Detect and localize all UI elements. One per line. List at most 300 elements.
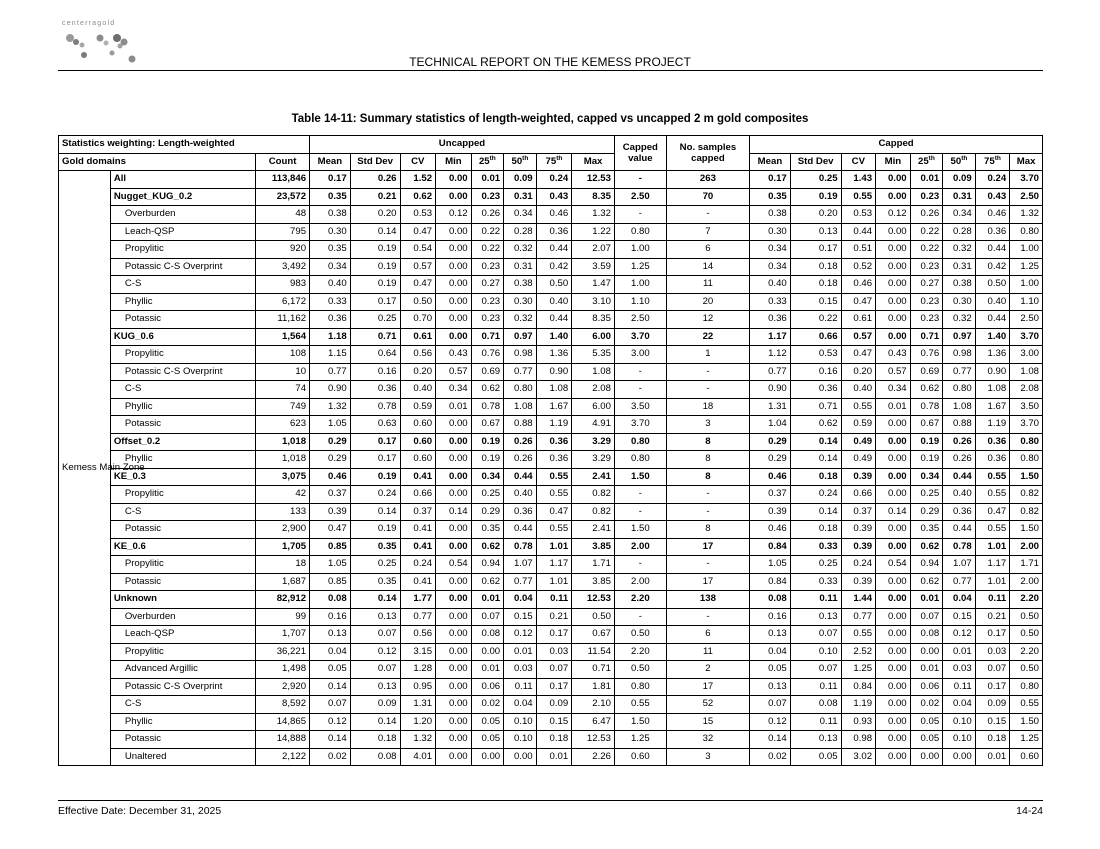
capped-stat-cell: 1.50 bbox=[1010, 713, 1043, 731]
uncapped-value-cell: 0.07 bbox=[350, 626, 400, 644]
capped-stat-cell: 0.33 bbox=[790, 538, 841, 556]
capped-stat-cell: 1.19 bbox=[975, 416, 1010, 434]
capped-value-cell: 1.00 bbox=[614, 276, 666, 294]
capped-stat-cell: 0.61 bbox=[841, 311, 876, 329]
uncapped-value-cell: 3.29 bbox=[572, 433, 615, 451]
capped-stat-cell: 0.01 bbox=[910, 591, 943, 609]
uncapped-value-cell: 0.35 bbox=[310, 188, 351, 206]
table-row bbox=[59, 311, 1043, 329]
footer-divider bbox=[58, 800, 1043, 801]
uncapped-value-cell: 2.10 bbox=[572, 696, 615, 714]
capped-stat-cell: 0.25 bbox=[910, 486, 943, 504]
no-samples-capped-header: No. samples capped bbox=[666, 136, 749, 171]
capped-stat-cell: 0.44 bbox=[943, 521, 976, 539]
uncapped-value-cell: 0.26 bbox=[471, 206, 504, 224]
uncapped-value-cell: 1.67 bbox=[536, 398, 572, 416]
capped-stat-cell: 1.19 bbox=[841, 696, 876, 714]
uncapped-value-cell: 0.39 bbox=[310, 503, 351, 521]
capped-value-header: Capped value bbox=[614, 136, 666, 171]
capped-stat-cell: 1.40 bbox=[975, 328, 1010, 346]
capped-stat-cell: 0.46 bbox=[750, 468, 791, 486]
uncapped-value-cell: 1.28 bbox=[400, 661, 436, 679]
domain-name: Propylitic bbox=[110, 241, 255, 259]
capped-stat-cell: 0.57 bbox=[876, 363, 911, 381]
capped-stat-cell: 0.14 bbox=[876, 503, 911, 521]
capped-stat-cell: 0.05 bbox=[750, 661, 791, 679]
domain-name: Phyllic bbox=[110, 293, 255, 311]
uncapped-value-cell: 4.91 bbox=[572, 416, 615, 434]
capped-stat-cell: 0.40 bbox=[943, 486, 976, 504]
capped-stat-cell: 0.71 bbox=[790, 398, 841, 416]
capped-stat-cell: 0.55 bbox=[1010, 696, 1043, 714]
capped-stat-cell: 0.00 bbox=[876, 416, 911, 434]
table-row bbox=[59, 398, 1043, 416]
uncapped-value-cell: 5.35 bbox=[572, 346, 615, 364]
capped-stat-cell: 1.12 bbox=[750, 346, 791, 364]
capped-stat-cell: 0.36 bbox=[975, 451, 1010, 469]
capped-stat-cell: 0.07 bbox=[750, 696, 791, 714]
uncapped-value-cell: 0.00 bbox=[436, 258, 472, 276]
capped-stat-cell: 0.33 bbox=[790, 573, 841, 591]
uncapped-value-cell: 0.00 bbox=[436, 468, 472, 486]
uncapped-value-cell: 1.77 bbox=[400, 591, 436, 609]
uncapped-value-cell: 0.16 bbox=[310, 608, 351, 626]
uncapped-value-cell: 0.15 bbox=[536, 713, 572, 731]
uncapped-value-cell: 0.67 bbox=[572, 626, 615, 644]
capped-stat-cell: 2.50 bbox=[1010, 188, 1043, 206]
domain-name: KE_0.6 bbox=[110, 538, 255, 556]
uncapped-value-cell: 1.22 bbox=[572, 223, 615, 241]
uncapped-25-col-header bbox=[471, 153, 504, 171]
capped-stat-cell: 0.39 bbox=[841, 521, 876, 539]
capped-stat-cell: 1.00 bbox=[1010, 241, 1043, 259]
uncapped-value-cell: 0.22 bbox=[471, 223, 504, 241]
uncapped-value-cell: 0.01 bbox=[436, 398, 472, 416]
domain-name: Potassic bbox=[110, 731, 255, 749]
uncapped-value-cell: 0.85 bbox=[310, 573, 351, 591]
samples-capped-cell: 70 bbox=[666, 188, 749, 206]
capped-stat-cell: 0.24 bbox=[841, 556, 876, 574]
capped-stat-cell: 0.54 bbox=[876, 556, 911, 574]
table-row bbox=[59, 346, 1043, 364]
uncapped-value-cell: 0.34 bbox=[471, 468, 504, 486]
uncapped-count-col-header bbox=[256, 153, 310, 171]
capped-stat-cell: 0.00 bbox=[876, 538, 911, 556]
capped-stat-cell: 0.37 bbox=[750, 486, 791, 504]
capped-stat-cell: 0.39 bbox=[841, 468, 876, 486]
uncapped-mean-col-header-label: Mean bbox=[317, 155, 343, 167]
uncapped-value-cell: 0.01 bbox=[504, 643, 537, 661]
samples-capped-cell: 263 bbox=[666, 171, 749, 189]
uncapped-value-cell: 3.85 bbox=[572, 573, 615, 591]
capped-stat-cell: 0.24 bbox=[790, 486, 841, 504]
capped-stat-cell: 0.38 bbox=[943, 276, 976, 294]
capped-25-col-header bbox=[910, 153, 943, 171]
uncapped-std-dev-col-header-label: Std Dev bbox=[357, 155, 393, 167]
uncapped-value-cell: 0.44 bbox=[536, 311, 572, 329]
uncapped-value-cell: 0.64 bbox=[350, 346, 400, 364]
capped-stat-cell: 0.23 bbox=[910, 188, 943, 206]
uncapped-value-cell: 0.82 bbox=[572, 486, 615, 504]
capped-stat-cell: 0.00 bbox=[876, 241, 911, 259]
samples-capped-cell: 20 bbox=[666, 293, 749, 311]
uncapped-value-cell: 0.10 bbox=[504, 731, 537, 749]
capped-stat-cell: 0.36 bbox=[750, 311, 791, 329]
samples-capped-cell: 8 bbox=[666, 468, 749, 486]
capped-stat-cell: 2.00 bbox=[1010, 573, 1043, 591]
capped-stat-cell: 0.36 bbox=[975, 433, 1010, 451]
capped-stat-cell: 0.13 bbox=[750, 626, 791, 644]
uncapped-value-cell: 0.14 bbox=[310, 731, 351, 749]
uncapped-std-dev-col-header bbox=[350, 153, 400, 171]
uncapped-value-cell: 0.78 bbox=[350, 398, 400, 416]
page-number: 14-24 bbox=[1016, 805, 1043, 817]
capped-stat-cell: 0.07 bbox=[975, 661, 1010, 679]
capped-stat-cell: 0.84 bbox=[841, 678, 876, 696]
uncapped-value-cell: 0.25 bbox=[350, 556, 400, 574]
capped-stat-cell: 0.23 bbox=[910, 293, 943, 311]
uncapped-value-cell: 0.19 bbox=[350, 521, 400, 539]
capped-stat-cell: 0.84 bbox=[750, 573, 791, 591]
capped-stat-cell: 0.00 bbox=[876, 591, 911, 609]
uncapped-value-cell: 0.28 bbox=[504, 223, 537, 241]
capped-stat-cell: 0.13 bbox=[790, 223, 841, 241]
domain-name: Overburden bbox=[110, 206, 255, 224]
capped-stat-cell: 0.03 bbox=[943, 661, 976, 679]
capped-stat-cell: 0.00 bbox=[943, 748, 976, 766]
table-title: Table 14-11: Summary statistics of length-weighted, capped vs uncapped 2 m gold composites bbox=[291, 113, 809, 125]
count-cell: 36,221 bbox=[256, 643, 310, 661]
uncapped-value-cell: 0.19 bbox=[350, 241, 400, 259]
uncapped-value-cell: 0.08 bbox=[310, 591, 351, 609]
capped-stat-cell: 0.77 bbox=[841, 608, 876, 626]
uncapped-value-cell: 0.56 bbox=[400, 626, 436, 644]
table-row bbox=[59, 573, 1043, 591]
capped-stat-cell: 0.00 bbox=[876, 468, 911, 486]
samples-capped-cell: 6 bbox=[666, 241, 749, 259]
uncapped-value-cell: 0.23 bbox=[471, 311, 504, 329]
uncapped-50-col-header-label: 50 bbox=[511, 155, 523, 167]
samples-capped-cell: - bbox=[666, 486, 749, 504]
domain-name: Propylitic bbox=[110, 556, 255, 574]
uncapped-value-cell: 0.71 bbox=[572, 661, 615, 679]
table-row bbox=[59, 223, 1043, 241]
table-row bbox=[59, 276, 1043, 294]
uncapped-value-cell: 2.07 bbox=[572, 241, 615, 259]
count-cell: 42 bbox=[256, 486, 310, 504]
uncapped-value-cell: 1.31 bbox=[400, 696, 436, 714]
count-cell: 983 bbox=[256, 276, 310, 294]
count-cell: 1,018 bbox=[256, 451, 310, 469]
uncapped-value-cell: 0.43 bbox=[536, 188, 572, 206]
capped-stat-cell: 0.00 bbox=[876, 258, 911, 276]
uncapped-value-cell: 1.18 bbox=[310, 328, 351, 346]
capped-stat-cell: 0.44 bbox=[975, 311, 1010, 329]
uncapped-value-cell: 0.54 bbox=[436, 556, 472, 574]
uncapped-value-cell: 0.14 bbox=[350, 713, 400, 731]
capped-stat-cell: 0.50 bbox=[975, 276, 1010, 294]
capped-stat-cell: 0.62 bbox=[790, 416, 841, 434]
samples-capped-cell: 15 bbox=[666, 713, 749, 731]
capped-header: Capped bbox=[750, 136, 1043, 154]
count-cell: 11,162 bbox=[256, 311, 310, 329]
capped-stat-cell: 0.15 bbox=[975, 713, 1010, 731]
capped-stat-cell: 0.00 bbox=[876, 731, 911, 749]
capped-stat-cell: 0.55 bbox=[975, 486, 1010, 504]
capped-std-dev-col-header bbox=[790, 153, 841, 171]
domain-name: Phyllic bbox=[110, 398, 255, 416]
uncapped-value-cell: 6.00 bbox=[572, 328, 615, 346]
uncapped-value-cell: 0.34 bbox=[504, 206, 537, 224]
domain-name: Potassic bbox=[110, 521, 255, 539]
capped-stat-cell: 0.50 bbox=[1010, 608, 1043, 626]
uncapped-value-cell: 2.26 bbox=[572, 748, 615, 766]
uncapped-value-cell: 0.19 bbox=[350, 258, 400, 276]
capped-stat-cell: 0.08 bbox=[790, 696, 841, 714]
count-cell: 113,846 bbox=[256, 171, 310, 189]
capped-stat-cell: 0.46 bbox=[750, 521, 791, 539]
uncapped-value-cell: 2.41 bbox=[572, 468, 615, 486]
count-cell: 18 bbox=[256, 556, 310, 574]
domain-name: Offset_0.2 bbox=[110, 433, 255, 451]
domain-name: Potassic C-S Overprint bbox=[110, 258, 255, 276]
capped-stat-cell: 0.93 bbox=[841, 713, 876, 731]
uncapped-value-cell: 0.22 bbox=[471, 241, 504, 259]
capped-stat-cell: 1.43 bbox=[841, 171, 876, 189]
capped-stat-cell: 0.52 bbox=[841, 258, 876, 276]
capped-stat-cell: 3.70 bbox=[1010, 416, 1043, 434]
uncapped-value-cell: 0.90 bbox=[310, 381, 351, 399]
uncapped-value-cell: 0.90 bbox=[536, 363, 572, 381]
capped-value-cell: - bbox=[614, 363, 666, 381]
table-row bbox=[59, 171, 1043, 189]
uncapped-value-cell: 0.23 bbox=[471, 188, 504, 206]
capped-max-col-header bbox=[1010, 153, 1043, 171]
uncapped-value-cell: 0.00 bbox=[436, 626, 472, 644]
domain-name: Phyllic bbox=[110, 451, 255, 469]
uncapped-value-cell: 0.29 bbox=[310, 451, 351, 469]
domain-name: Leach-QSP bbox=[110, 626, 255, 644]
uncapped-cv-col-header-label: CV bbox=[411, 155, 425, 167]
uncapped-value-cell: 0.36 bbox=[536, 223, 572, 241]
domain-name: Propylitic bbox=[110, 346, 255, 364]
capped-value-cell: 2.50 bbox=[614, 311, 666, 329]
uncapped-value-cell: 0.13 bbox=[310, 626, 351, 644]
capped-stat-cell: 0.04 bbox=[750, 643, 791, 661]
capped-stat-cell: 0.36 bbox=[943, 503, 976, 521]
capped-stat-cell: 0.40 bbox=[750, 276, 791, 294]
uncapped-value-cell: 0.12 bbox=[350, 643, 400, 661]
uncapped-value-cell: 0.23 bbox=[471, 258, 504, 276]
capped-stat-cell: 0.29 bbox=[750, 451, 791, 469]
count-cell: 3,492 bbox=[256, 258, 310, 276]
capped-stat-cell: 0.02 bbox=[750, 748, 791, 766]
capped-value-cell: 1.25 bbox=[614, 731, 666, 749]
capped-stat-cell: 0.33 bbox=[750, 293, 791, 311]
uncapped-value-cell: 0.25 bbox=[350, 311, 400, 329]
uncapped-value-cell: 0.05 bbox=[471, 713, 504, 731]
uncapped-value-cell: 0.77 bbox=[504, 363, 537, 381]
count-cell: 8,592 bbox=[256, 696, 310, 714]
capped-stat-cell: 0.30 bbox=[943, 293, 976, 311]
uncapped-value-cell: 1.32 bbox=[400, 731, 436, 749]
uncapped-value-cell: 0.30 bbox=[310, 223, 351, 241]
capped-mean-col-header bbox=[750, 153, 791, 171]
capped-stat-cell: 0.53 bbox=[841, 206, 876, 224]
uncapped-value-cell: 0.46 bbox=[310, 468, 351, 486]
samples-capped-cell: 11 bbox=[666, 643, 749, 661]
capped-stat-cell: 0.43 bbox=[876, 346, 911, 364]
capped-stat-cell: 0.80 bbox=[1010, 433, 1043, 451]
uncapped-value-cell: 0.57 bbox=[400, 258, 436, 276]
uncapped-value-cell: 8.35 bbox=[572, 188, 615, 206]
uncapped-value-cell: 0.76 bbox=[471, 346, 504, 364]
capped-stat-cell: 0.97 bbox=[943, 328, 976, 346]
count-cell: 14,865 bbox=[256, 713, 310, 731]
capped-stat-cell: 3.50 bbox=[1010, 398, 1043, 416]
domain-name: Potassic bbox=[110, 311, 255, 329]
count-cell: 749 bbox=[256, 398, 310, 416]
capped-stat-cell: 0.00 bbox=[876, 643, 911, 661]
uncapped-value-cell: 0.07 bbox=[350, 661, 400, 679]
uncapped-value-cell: 1.36 bbox=[536, 346, 572, 364]
samples-capped-cell: 8 bbox=[666, 521, 749, 539]
capped-stat-cell: 0.05 bbox=[910, 731, 943, 749]
capped-stat-cell: 0.00 bbox=[876, 696, 911, 714]
uncapped-value-cell: 0.00 bbox=[436, 643, 472, 661]
capped-mean-col-header-label: Mean bbox=[757, 155, 783, 167]
capped-stat-cell: 0.14 bbox=[790, 451, 841, 469]
uncapped-value-cell: 0.60 bbox=[400, 433, 436, 451]
capped-stat-cell: 1.25 bbox=[1010, 731, 1043, 749]
uncapped-value-cell: 0.38 bbox=[310, 206, 351, 224]
uncapped-value-cell: 0.40 bbox=[400, 381, 436, 399]
uncapped-value-cell: 0.29 bbox=[471, 503, 504, 521]
capped-stat-cell: 0.59 bbox=[841, 416, 876, 434]
uncapped-value-cell: 0.24 bbox=[350, 486, 400, 504]
capped-stat-cell: 0.37 bbox=[841, 503, 876, 521]
table-row bbox=[59, 416, 1043, 434]
capped-stat-cell: 1.71 bbox=[1010, 556, 1043, 574]
capped-stat-cell: 0.51 bbox=[841, 241, 876, 259]
capped-stat-cell: 0.09 bbox=[975, 696, 1010, 714]
capped-stat-cell: 0.31 bbox=[943, 188, 976, 206]
uncapped-value-cell: 1.08 bbox=[504, 398, 537, 416]
uncapped-value-cell: 0.02 bbox=[471, 696, 504, 714]
domain-name: Advanced Argillic bbox=[110, 661, 255, 679]
capped-stat-cell: 0.11 bbox=[790, 678, 841, 696]
uncapped-value-cell: 0.26 bbox=[504, 433, 537, 451]
uncapped-value-cell: 0.21 bbox=[350, 188, 400, 206]
uncapped-value-cell: 0.02 bbox=[310, 748, 351, 766]
uncapped-min-col-header-label: Min bbox=[445, 155, 462, 167]
capped-50-col-header-label: 50 bbox=[950, 155, 962, 167]
uncapped-value-cell: 0.40 bbox=[536, 293, 572, 311]
uncapped-value-cell: 1.71 bbox=[572, 556, 615, 574]
capped-stat-cell: 1.10 bbox=[1010, 293, 1043, 311]
domain-name: KE_0.3 bbox=[110, 468, 255, 486]
uncapped-value-cell: 0.19 bbox=[471, 433, 504, 451]
table-row bbox=[59, 328, 1043, 346]
capped-stat-cell: 0.47 bbox=[841, 346, 876, 364]
uncapped-75-col-header-label: 75 bbox=[545, 155, 557, 167]
percentile-suffix: th bbox=[489, 154, 496, 162]
table-row bbox=[59, 713, 1043, 731]
capped-stat-cell: 0.55 bbox=[841, 398, 876, 416]
table-row bbox=[59, 206, 1043, 224]
capped-stat-cell: 0.00 bbox=[876, 748, 911, 766]
uncapped-value-cell: 0.26 bbox=[504, 451, 537, 469]
table-row bbox=[59, 503, 1043, 521]
capped-max-col-header-label: Max bbox=[1016, 155, 1036, 167]
capped-stat-cell: 0.55 bbox=[841, 188, 876, 206]
capped-value-cell: 1.50 bbox=[614, 713, 666, 731]
domain-name: Overburden bbox=[110, 608, 255, 626]
uncapped-value-cell: 0.00 bbox=[436, 451, 472, 469]
percentile-suffix: th bbox=[994, 154, 1001, 162]
uncapped-value-cell: 1.01 bbox=[536, 573, 572, 591]
uncapped-value-cell: 0.35 bbox=[350, 538, 400, 556]
uncapped-value-cell: 0.18 bbox=[350, 731, 400, 749]
domain-name: Propylitic bbox=[110, 486, 255, 504]
uncapped-value-cell: 0.60 bbox=[400, 451, 436, 469]
capped-stat-cell: 0.21 bbox=[975, 608, 1010, 626]
uncapped-value-cell: 0.26 bbox=[350, 171, 400, 189]
capped-value-cell: 3.70 bbox=[614, 328, 666, 346]
uncapped-value-cell: 0.97 bbox=[504, 328, 537, 346]
capped-stat-cell: 0.16 bbox=[790, 363, 841, 381]
capped-stat-cell: 0.66 bbox=[841, 486, 876, 504]
uncapped-value-cell: 0.95 bbox=[400, 678, 436, 696]
capped-stat-cell: 0.22 bbox=[910, 223, 943, 241]
uncapped-value-cell: 0.62 bbox=[400, 188, 436, 206]
uncapped-value-cell: 0.85 bbox=[310, 538, 351, 556]
uncapped-value-cell: 0.07 bbox=[310, 696, 351, 714]
capped-stat-cell: 0.80 bbox=[1010, 678, 1043, 696]
capped-stat-cell: 0.14 bbox=[790, 433, 841, 451]
capped-stat-cell: 0.34 bbox=[750, 241, 791, 259]
uncapped-value-cell: 0.63 bbox=[350, 416, 400, 434]
capped-stat-cell: 0.00 bbox=[876, 223, 911, 241]
uncapped-value-cell: 0.00 bbox=[471, 748, 504, 766]
uncapped-value-cell: 0.38 bbox=[504, 276, 537, 294]
capped-value-cell: 2.20 bbox=[614, 591, 666, 609]
uncapped-count-col-header-label: Count bbox=[268, 155, 297, 167]
uncapped-value-cell: 0.19 bbox=[350, 276, 400, 294]
uncapped-value-cell: 0.11 bbox=[504, 678, 537, 696]
samples-capped-cell: 17 bbox=[666, 538, 749, 556]
capped-value-cell: - bbox=[614, 381, 666, 399]
count-cell: 1,707 bbox=[256, 626, 310, 644]
uncapped-value-cell: 0.35 bbox=[310, 241, 351, 259]
capped-stat-cell: 3.00 bbox=[1010, 346, 1043, 364]
domain-name: C-S bbox=[110, 276, 255, 294]
capped-stat-cell: 0.11 bbox=[790, 591, 841, 609]
uncapped-value-cell: 0.00 bbox=[436, 521, 472, 539]
uncapped-value-cell: 0.25 bbox=[471, 486, 504, 504]
uncapped-value-cell: 0.18 bbox=[536, 731, 572, 749]
samples-capped-cell: 3 bbox=[666, 748, 749, 766]
capped-stat-cell: 0.62 bbox=[910, 381, 943, 399]
uncapped-value-cell: 0.05 bbox=[471, 731, 504, 749]
uncapped-value-cell: 0.36 bbox=[504, 503, 537, 521]
capped-stat-cell: 0.17 bbox=[750, 171, 791, 189]
capped-stat-cell: 0.15 bbox=[790, 293, 841, 311]
capped-stat-cell: 0.00 bbox=[876, 451, 911, 469]
uncapped-value-cell: 1.15 bbox=[310, 346, 351, 364]
uncapped-value-cell: 0.59 bbox=[400, 398, 436, 416]
uncapped-value-cell: 0.41 bbox=[400, 538, 436, 556]
